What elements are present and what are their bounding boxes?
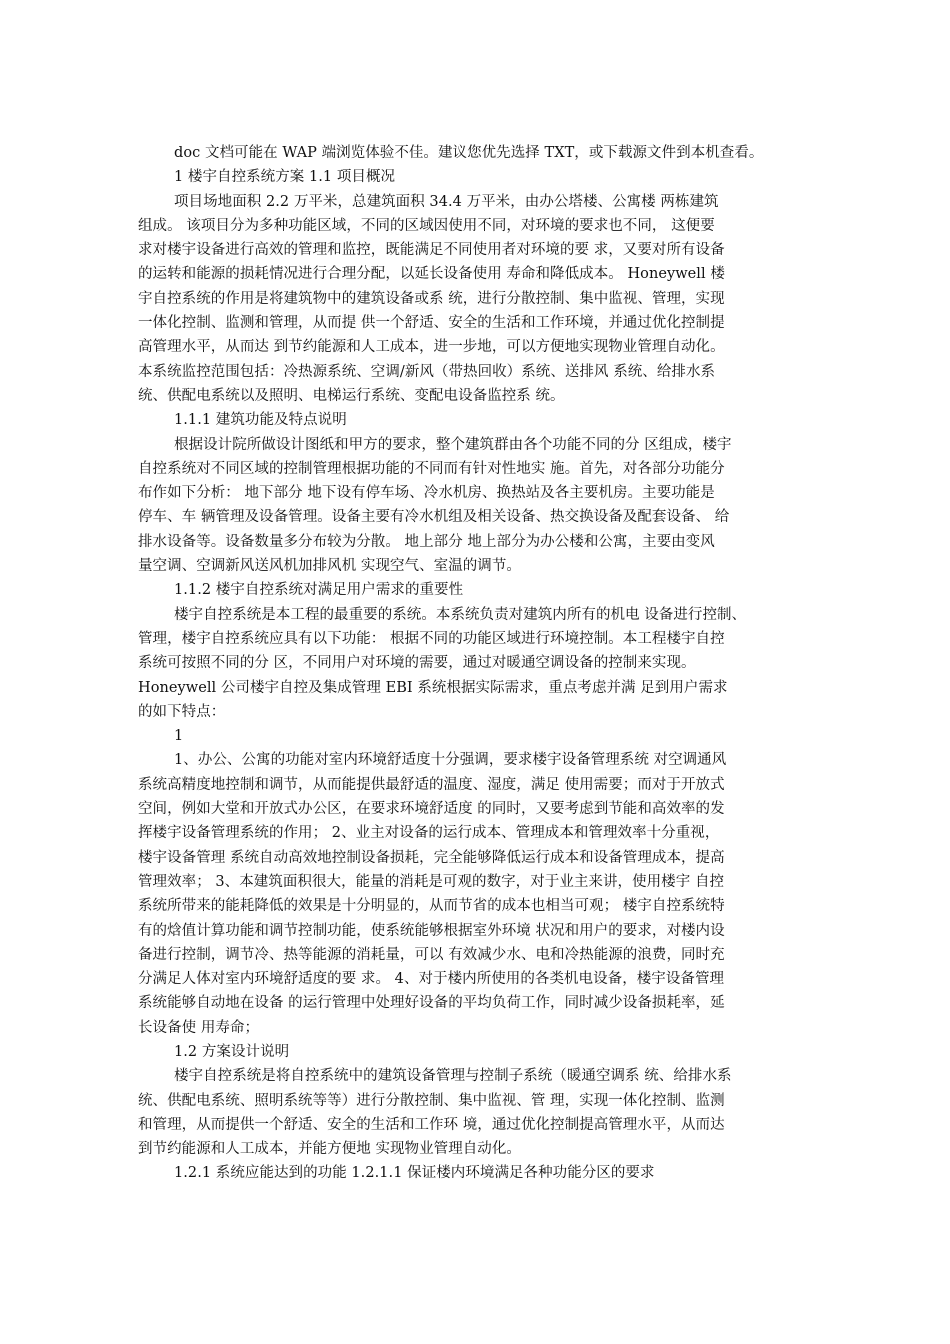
section-heading: 1.1.2 楼宇自控系统对满足用户需求的重要性: [174, 582, 464, 599]
paragraph-project-overview: [138, 190, 830, 409]
document-page: [138, 141, 830, 1186]
paragraph-line: 求对楼宇设备进行高效的管理和监控，既能满足不同使用者对环境的要 求，又要对所有设备: [138, 242, 725, 259]
paragraph-line: 到节约能源和人工成本，并能方便地 实现物业管理自动化。: [138, 1141, 521, 1158]
paragraph-line: 空间，例如大堂和开放式办公区，在要求环境舒适度 的同时，又要考虑到节能和高效率的发: [138, 801, 725, 818]
paragraph-line: 布作如下分析： 地下部分 地下设有停车场、冷水机房、换热站及各主要机房。主要功能是: [138, 485, 715, 502]
paragraph-line: 的如下特点：: [138, 703, 226, 720]
paragraph-line: 备进行控制，调节冷、热等能源的消耗量，可以 有效减少水、电和冷热能源的浪费，同时充: [138, 946, 725, 963]
paragraph-features: [138, 748, 830, 1040]
paragraph-line: 系统能够自动地在设备 的运行管理中处理好设备的平均负荷工作，同时减少设备损耗率，延: [138, 995, 725, 1012]
paragraph-line: 有的焓值计算功能和调节控制功能，使系统能够根据室外环境 状况和用户的要求，对楼内设: [138, 922, 725, 939]
paragraph-line: 系统可按照不同的分 区，不同用户对环境的需要，通过对暖通空调设备的控制来实现。: [138, 655, 696, 672]
paragraph-line: 组成。 该项目分为多种功能区域，不同的区域因使用不同，对环境的要求也不同， 这便要: [138, 217, 715, 234]
paragraph-line: 本系统监控范围包括：冷热源系统、空调/新风（带热回收）系统、送排风 系统、给排水系: [138, 363, 716, 380]
paragraph-line: 系统所带来的能耗降低的效果是十分明显的，从而节省的成本也相当可观； 楼宇自控系统特: [138, 898, 725, 915]
paragraph-line: 高管理水平，从而达 到节约能源和人工成本，进一步地，可以方便地实现物业管理自动化。: [138, 339, 725, 356]
paragraph-user-needs: [138, 603, 830, 724]
paragraph-line: 楼宇自控系统是将自控系统中的建筑设备管理与控制子系统（暖通空调系 统、给排水系: [174, 1068, 732, 1085]
paragraph-line: 楼宇设备管理 系统自动高效地控制设备损耗，完全能够降低运行成本和设备管理成本，提高: [138, 849, 725, 866]
document-notice: doc 文档可能在 WAP 端浏览体验不佳。建议您优先选择 TXT，或下载源文件到本机查看。: [174, 145, 764, 161]
paragraph-line: 统、供配电系统以及照明、电梯运行系统、变配电设备监控系 统。: [138, 387, 565, 404]
paragraph-line: 项目场地面积 2.2 万平米，总建筑面积 34.4 万平米，由办公塔楼、公寓楼 两栋建筑: [174, 193, 719, 210]
paragraph-line: 的运转和能源的损耗情况进行合理分配，以延长设备使用 寿命和降低成本。 Honeywell 楼: [138, 266, 725, 283]
paragraph-line: 楼宇自控系统是本工程的最重要的系统。本系统负责对建筑内所有的机电 设备进行控制、: [174, 606, 747, 623]
paragraph-building-function: [138, 433, 830, 579]
section-heading: 1.2.1 系统应能达到的功能 1.2.1.1 保证楼内环境满足各种功能分区的要求: [174, 1165, 655, 1182]
paragraph-line: 管理效率； 3、本建筑面积很大，能量的消耗是可观的数字，对于业主来讲，使用楼宇 自控: [138, 873, 725, 890]
paragraph-design-description: [138, 1064, 830, 1161]
paragraph-line: 排水设备等。设备数量多分布较为分散。 地上部分 地上部分为办公楼和公寓，主要由变风: [138, 533, 715, 550]
paragraph-line: 自控系统对不同区域的控制管理根据功能的不同而有针对性地实 施。首先，对各部分功能分: [138, 460, 725, 477]
paragraph-line: 停车、车 辆管理及设备管理。设备主要有冷水机组及相关设备、热交换设备及配套设备、 给: [138, 509, 730, 526]
section-heading: 1.1.1 建筑功能及特点说明: [174, 412, 347, 429]
paragraph-line: Honeywell 公司楼宇自控及集成管理 EBI 系统根据实际需求，重点考虑并满 足到用户需求: [138, 679, 728, 696]
section-heading: 1 楼宇自控系统方案 1.1 项目概况: [174, 169, 396, 186]
paragraph-line: 长设备使 用寿命；: [138, 1019, 260, 1036]
paragraph-line: 根据设计院所做设计图纸和甲方的要求，整个建筑群由各个功能不同的分 区组成，楼宇: [174, 436, 732, 453]
paragraph-line: 和管理，从而提供一个舒适、安全的生活和工作环 境，通过优化控制提高管理水平，从而达: [138, 1116, 725, 1133]
paragraph-line: 一体化控制、监测和管理，从而提 供一个舒适、安全的生活和工作环境，并通过优化控制提: [138, 315, 725, 332]
paragraph-line: 量空调、空调新风送风机加排风机 实现空气、室温的调节。: [138, 558, 521, 575]
paragraph-line: 挥楼宇设备管理系统的作用； 2、业主对设备的运行成本、管理成本和管理效率十分重视，: [138, 825, 720, 842]
section-heading: 1.2 方案设计说明: [174, 1043, 290, 1060]
paragraph-line: 管理，楼宇自控系统应具有以下功能： 根据不同的功能区域进行环境控制。本工程楼宇自控: [138, 630, 725, 647]
paragraph-line: 系统高精度地控制和调节，从而能提供最舒适的温度、湿度，满足 使用需要；而对于开放式: [138, 776, 725, 793]
paragraph-line: 分满足人体对室内环境舒适度的要 求。 4、对于楼内所使用的各类机电设备，楼宇设备管理: [138, 971, 725, 988]
page-number: 1: [174, 728, 184, 745]
paragraph-line: 统、供配电系统、照明系统等等）进行分散控制、集中监视、管 理，实现一体化控制、监测: [138, 1092, 725, 1109]
paragraph-line: 宇自控系统的作用是将建筑物中的建筑设备或系 统，进行分散控制、集中监视、管理，实现: [138, 290, 725, 307]
paragraph-line: 1、办公、公寓的功能对室内环境舒适度十分强调，要求楼宇设备管理系统 对空调通风: [174, 752, 727, 769]
